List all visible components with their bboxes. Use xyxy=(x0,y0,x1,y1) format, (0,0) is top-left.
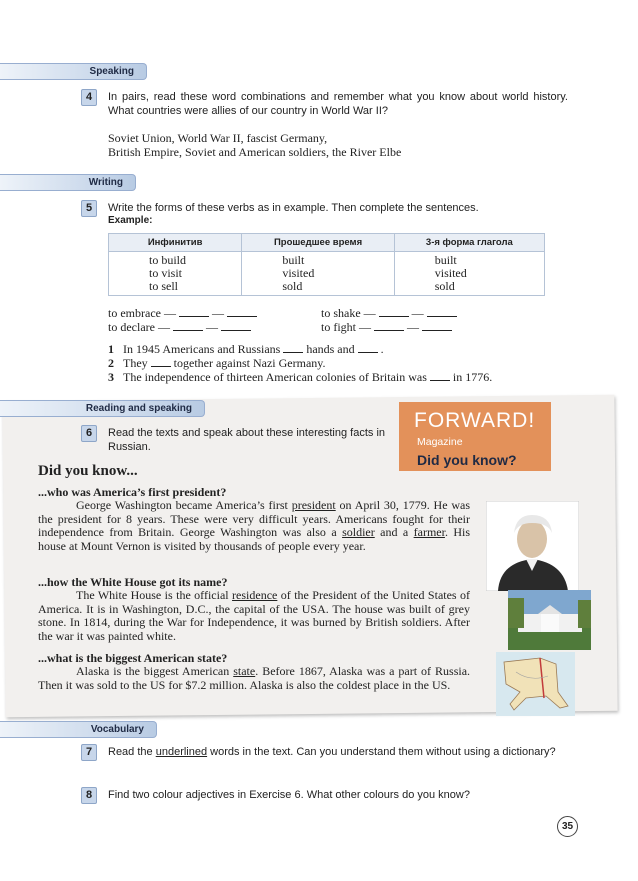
question-1: ...who was America’s first president? xyxy=(38,485,227,499)
exercise-number-6: 6 xyxy=(81,425,97,442)
question-2: ...how the White House got its name? xyxy=(38,575,228,589)
table-header-infinitive: Инфинитив xyxy=(109,234,242,252)
white-house-image xyxy=(508,590,591,650)
verb-forms-table xyxy=(108,233,545,296)
exercise-7-instruction: Read the underlined words in the text. Can you understand them without using a dictionary? xyxy=(108,746,556,758)
did-you-know-heading: Did you know... xyxy=(38,463,138,479)
exercise-number-7: 7 xyxy=(81,744,97,761)
example-label: Example: xyxy=(108,215,153,226)
sentence-3: 3 The independence of thirteen American colonies of Britain was in 1776. xyxy=(108,370,493,384)
exercise-5-instruction: Write the forms of these verbs as in example. Then complete the sentences. xyxy=(108,202,479,214)
magazine-tag: Did you know? xyxy=(417,452,517,468)
verb-prompt-declare: to declare — — xyxy=(108,320,251,334)
table-cell-past: built visited sold xyxy=(242,252,394,296)
verb-prompt-shake: to shake — — xyxy=(321,306,457,320)
table-cell-third-form: built visited sold xyxy=(394,252,544,296)
magazine-subtitle: Magazine xyxy=(417,436,463,448)
table-header-past: Прошедшее время xyxy=(242,234,394,252)
alaska-map-image xyxy=(496,652,575,716)
section-bar-vocabulary: Vocabulary xyxy=(0,721,157,738)
word-combinations-line-1: Soviet Union, World War II, fascist Germany, xyxy=(108,131,328,145)
exercise-6-instruction: Read the texts and speak about these interesting facts in Russian. xyxy=(108,427,386,453)
exercise-4-instruction: In pairs, read these word combinations and remember what you know about world history. What countries were allies of our country in World War II? xyxy=(108,91,568,117)
exercise-number-4: 4 xyxy=(81,89,97,106)
section-bar-writing: Writing xyxy=(0,174,136,191)
exercise-number-8: 8 xyxy=(81,787,97,804)
exercise-number-5: 5 xyxy=(81,200,97,217)
section-bar-reading: Reading and speaking xyxy=(0,400,205,417)
table-header-third-form: 3-я форма глагола xyxy=(394,234,544,252)
section-bar-speaking: Speaking xyxy=(0,63,147,80)
verb-prompt-fight: to fight — — xyxy=(321,320,452,334)
sentence-1: 1 In 1945 Americans and Russians hands and . xyxy=(108,342,384,356)
washington-portrait-image xyxy=(486,501,579,591)
exercise-8-instruction: Find two colour adjectives in Exercise 6. What other colours do you know? xyxy=(108,789,470,801)
paragraph-white-house: The White House is the official residence of the President of the United States of America. It is in Washington, D.C., the capital of the USA. The house was built of grey stone. In 1814, during the War for Independence, it was burned by British soldiers. After the war it was painted white. xyxy=(38,588,471,644)
question-3: ...what is the biggest American state? xyxy=(38,651,228,665)
page-number: 35 xyxy=(557,816,578,837)
paragraph-alaska: Alaska is the biggest American state. Before 1867, Alaska was a part of Russia. Then it was sold to the US for $7.2 million. Alaska is also the coldest place in the US. xyxy=(38,664,471,692)
sentence-2: 2 They together against Nazi Germany. xyxy=(108,356,326,370)
table-cell-infinitives: to build to visit to sell xyxy=(109,252,242,296)
forward-magazine-banner xyxy=(399,402,551,471)
magazine-title: FORWARD! xyxy=(414,409,536,432)
word-combinations-line-2: British Empire, Soviet and American soldiers, the River Elbe xyxy=(108,145,402,159)
verb-prompt-embrace: to embrace — — xyxy=(108,306,257,320)
paragraph-washington: George Washington became America’s first president on April 30, 1779. He was the president for 8 years. These were very difficult years. Americans fought for their independence from Britain. George Washington was also a soldier and a farmer. His house at Mount Vernon is visited by thousands of people every year. xyxy=(38,498,471,554)
